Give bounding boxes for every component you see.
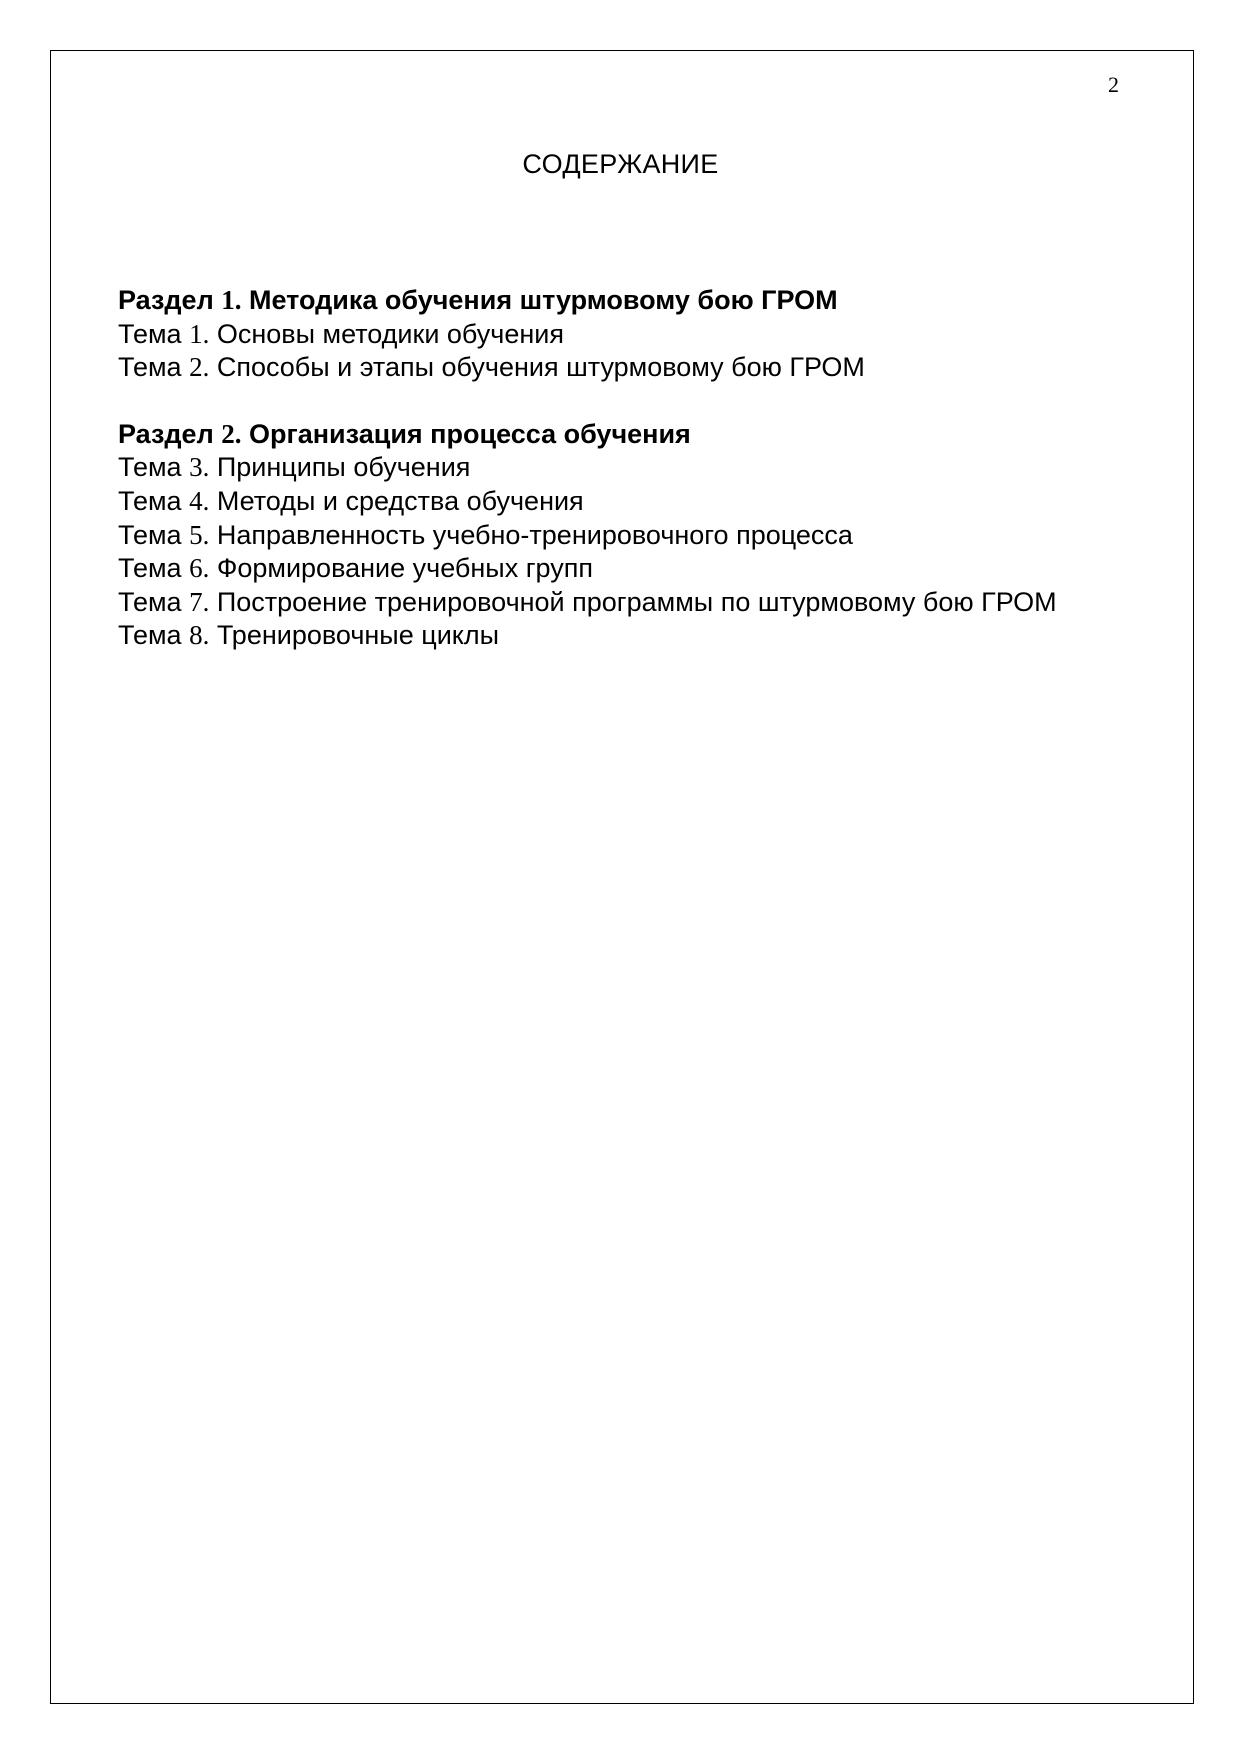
section-prefix: Раздел [118, 418, 222, 449]
topic-title: Тренировочные циклы [209, 620, 500, 651]
toc-topic [118, 318, 1078, 352]
section-title [118, 284, 1078, 318]
toc-section [118, 418, 1078, 653]
topic-prefix: Тема [118, 553, 190, 584]
topic-title: Направленность учебно-тренировочного процесса [209, 519, 853, 550]
topic-prefix: Тема [118, 620, 190, 651]
section-prefix: Раздел [118, 285, 222, 315]
toc-topic [118, 351, 1078, 385]
topic-prefix: Тема [118, 586, 190, 617]
topic-title: Принципы обучения [209, 452, 471, 483]
topic-number: 4. [189, 485, 210, 516]
table-of-contents [118, 284, 1078, 686]
section-title [118, 418, 1078, 452]
toc-heading: СОДЕРЖАНИЕ [522, 149, 719, 179]
topic-prefix: Тема [118, 352, 190, 383]
toc-topic [118, 619, 1078, 653]
topic-number: 1. [189, 318, 210, 349]
topic-number: 3. [189, 452, 210, 483]
page-number: 2 [1108, 72, 1119, 97]
toc-topic [118, 451, 1078, 485]
topic-number: 2. [189, 352, 210, 383]
topic-title: Способы и этапы обучения штурмовому бою ГРОМ [209, 352, 865, 383]
toc-topic [118, 485, 1078, 519]
topic-title: Построение тренировочной программы по штурмовому бою ГРОМ [209, 586, 1057, 617]
topic-prefix: Тема [118, 452, 190, 483]
topic-prefix: Тема [118, 519, 190, 550]
topic-title: Основы методики обучения [209, 318, 564, 349]
section-name: Методика обучения штурмовому бою ГРОМ [241, 285, 838, 315]
section-name: Организация процесса обучения [241, 418, 691, 449]
topic-number: 7. [189, 586, 210, 617]
section-number: 2. [221, 418, 242, 449]
topic-title: Методы и средства обучения [209, 485, 584, 516]
toc-topic [118, 519, 1078, 553]
toc-topic [118, 552, 1078, 586]
topic-number: 5. [189, 519, 210, 550]
section-number: 1. [221, 285, 242, 315]
topic-title: Формирование учебных групп [209, 553, 593, 584]
topic-number: 8. [189, 620, 210, 651]
toc-topic [118, 586, 1078, 620]
topic-prefix: Тема [118, 485, 190, 516]
toc-section [118, 284, 1078, 385]
topic-prefix: Тема [118, 318, 190, 349]
topic-number: 6. [189, 553, 210, 584]
